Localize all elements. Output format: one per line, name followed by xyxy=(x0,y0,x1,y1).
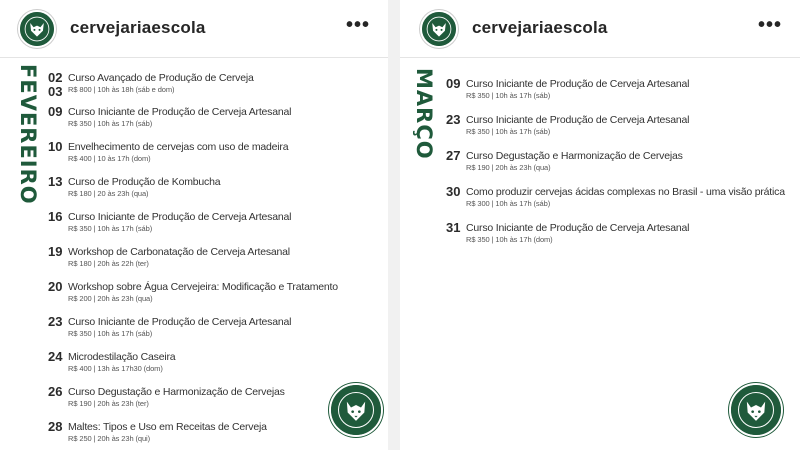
event-day: 30 xyxy=(446,184,461,199)
more-options-icon[interactable]: ••• xyxy=(345,14,370,36)
event-day: 24 xyxy=(48,349,63,364)
event-item xyxy=(48,420,338,444)
event-day: 20 xyxy=(48,279,63,294)
event-details: R$ 350 | 10h às 17h (dom) xyxy=(466,235,553,244)
event-list xyxy=(446,77,785,257)
event-title: Curso Iniciante de Produção de Cerveja Artesanal xyxy=(68,211,292,223)
event-item xyxy=(48,175,338,199)
fox-logo-icon xyxy=(731,385,781,435)
event-details: R$ 250 | 20h às 23h (qui) xyxy=(68,434,151,443)
event-item xyxy=(48,210,338,234)
event-day: 10 xyxy=(48,139,63,154)
event-details: R$ 200 | 20h às 23h (qua) xyxy=(68,294,153,303)
username[interactable]: cervejariaescola xyxy=(70,18,206,37)
event-item xyxy=(48,105,338,129)
post-february xyxy=(0,0,388,450)
event-item xyxy=(446,221,785,245)
event-details: R$ 190 | 20h às 23h (qua) xyxy=(466,163,551,172)
event-day: 23 xyxy=(446,112,461,127)
event-title: Curso Iniciante de Produção de Cerveja Artesanal xyxy=(466,78,690,90)
post-divider xyxy=(388,0,400,450)
profile-avatar[interactable] xyxy=(420,10,458,48)
brand-logo xyxy=(729,383,783,437)
event-day: 31 xyxy=(446,220,461,235)
post-march xyxy=(400,0,800,450)
event-title: Como produzir cervejas ácidas complexas no Brasil - uma visão prática xyxy=(466,186,785,198)
event-item xyxy=(48,385,338,409)
event-title: Curso Degustação e Harmonização de Cervejas xyxy=(68,386,285,398)
fox-logo-icon xyxy=(20,12,54,46)
event-day: 16 xyxy=(48,209,63,224)
event-title: Microdestilação Caseira xyxy=(68,351,176,363)
event-details: R$ 300 | 10h às 17h (sáb) xyxy=(466,199,551,208)
brand-logo xyxy=(329,383,383,437)
event-day: 09 xyxy=(446,76,461,91)
event-item xyxy=(48,315,338,339)
event-details: R$ 180 | 20 às 23h (qua) xyxy=(68,189,149,198)
event-day: 13 xyxy=(48,174,63,189)
fox-logo-icon xyxy=(331,385,381,435)
event-day: 02 xyxy=(48,70,63,85)
event-item xyxy=(48,350,338,374)
event-item xyxy=(446,77,785,101)
event-details: R$ 350 | 10h às 17h (sáb) xyxy=(466,127,551,136)
post-header xyxy=(0,0,388,58)
event-details: R$ 800 | 10h às 18h (sáb e dom) xyxy=(68,85,175,94)
event-details: R$ 350 | 10h às 17h (sáb) xyxy=(466,91,551,100)
event-item xyxy=(446,113,785,137)
event-details: R$ 350 | 10h às 17h (sáb) xyxy=(68,224,153,233)
event-day: 27 xyxy=(446,148,461,163)
username[interactable]: cervejariaescola xyxy=(472,18,608,37)
event-details: R$ 400 | 13h às 17h30 (dom) xyxy=(68,364,163,373)
event-day: 23 xyxy=(48,314,63,329)
event-title: Envelhecimento de cervejas com uso de madeira xyxy=(68,141,289,153)
event-item xyxy=(446,185,785,209)
event-day: 26 xyxy=(48,384,63,399)
month-label: FEVEREIRO xyxy=(16,64,40,205)
event-item xyxy=(48,70,338,99)
event-details: R$ 190 | 20h às 23h (ter) xyxy=(68,399,149,408)
post-header xyxy=(400,0,800,58)
event-title: Curso Iniciante de Produção de Cerveja Artesanal xyxy=(466,222,690,234)
month-label: MARÇO xyxy=(412,68,436,160)
event-day: 09 xyxy=(48,104,63,119)
profile-avatar[interactable] xyxy=(18,10,56,48)
event-title: Curso Degustação e Harmonização de Cervejas xyxy=(466,150,683,162)
event-list xyxy=(48,71,338,450)
event-title: Curso Iniciante de Produção de Cerveja Artesanal xyxy=(466,114,690,126)
event-item xyxy=(48,140,338,164)
event-title: Curso Iniciante de Produção de Cerveja Artesanal xyxy=(68,316,292,328)
more-options-icon[interactable]: ••• xyxy=(757,14,782,36)
event-day: 28 xyxy=(48,419,63,434)
event-item xyxy=(446,149,785,173)
event-title: Workshop de Carbonatação de Cerveja Artesanal xyxy=(68,246,290,258)
event-day: 19 xyxy=(48,244,63,259)
event-title: Maltes: Tipos e Uso em Receitas de Cerveja xyxy=(68,421,267,433)
event-title: Workshop sobre Água Cervejeira: Modificação e Tratamento xyxy=(68,281,338,293)
event-title: Curso Iniciante de Produção de Cerveja Artesanal xyxy=(68,106,292,118)
event-item xyxy=(48,280,338,304)
event-day: 03 xyxy=(48,84,63,99)
event-item xyxy=(48,245,338,269)
event-details: R$ 180 | 20h às 22h (ter) xyxy=(68,259,149,268)
event-details: R$ 350 | 10h às 17h (sáb) xyxy=(68,329,153,338)
fox-logo-icon xyxy=(422,12,456,46)
event-title: Curso de Produção de Kombucha xyxy=(68,176,221,188)
event-details: R$ 350 | 10h às 17h (sáb) xyxy=(68,119,153,128)
event-details: R$ 400 | 10 às 17h (dom) xyxy=(68,154,151,163)
event-title: Curso Avançado de Produção de Cerveja xyxy=(68,72,254,84)
